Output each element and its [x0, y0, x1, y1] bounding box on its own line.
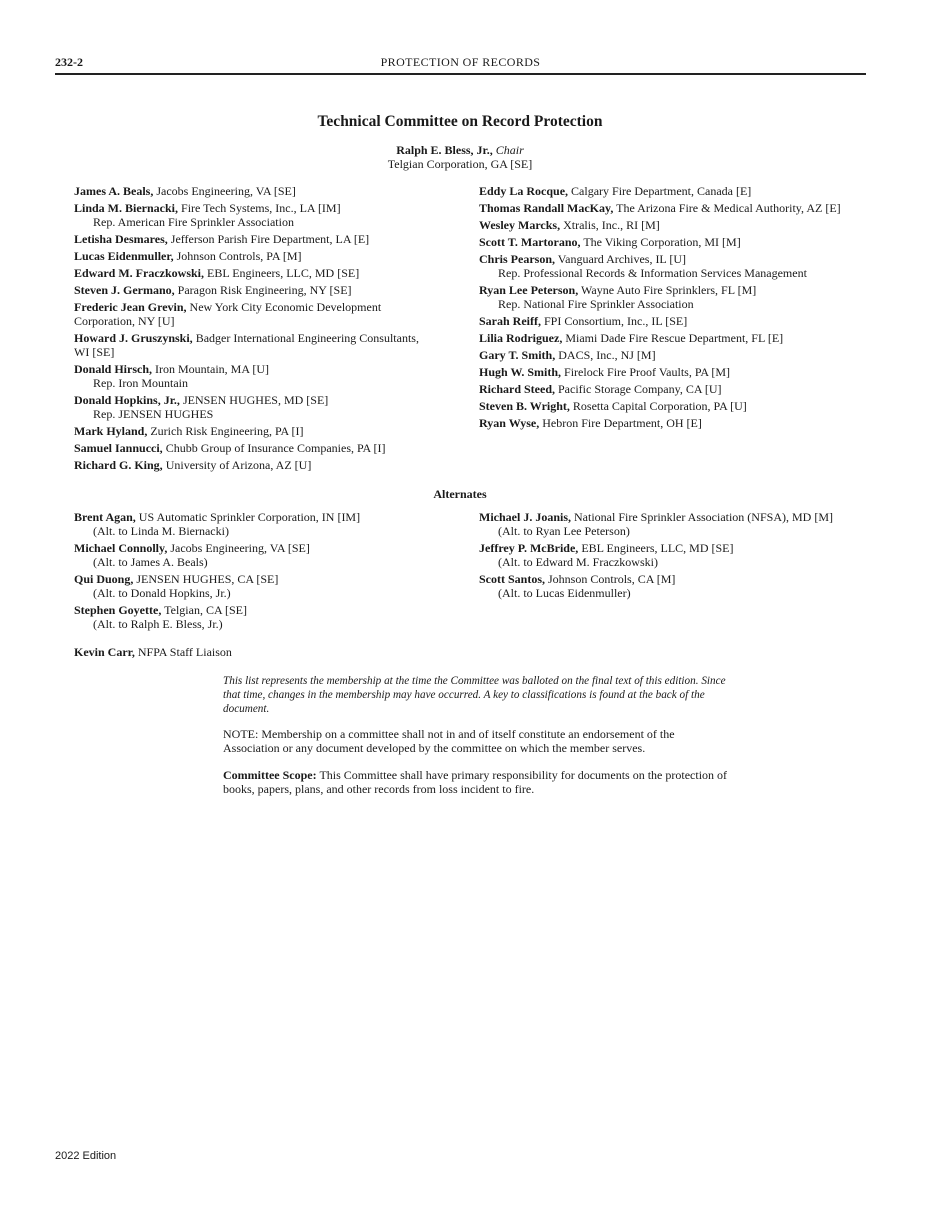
person-name: Hugh W. Smith,	[479, 365, 562, 379]
member-entry	[479, 365, 854, 379]
member-entry	[479, 331, 854, 345]
representation-note: (Alt. to Linda M. Biernacki)	[93, 524, 229, 538]
person-name: Samuel Iannucci,	[74, 441, 163, 455]
member-entry	[74, 362, 434, 390]
person-affiliation: Johnson Controls, CA [M]	[548, 572, 676, 586]
scope-text: This Committee shall have primary responsibility for documents on the protection of books, papers, plans, and other records from loss incident to fire.	[223, 768, 728, 796]
running-title: PROTECTION OF RECORDS	[380, 55, 541, 69]
member-entry	[479, 218, 854, 232]
member-entry	[479, 235, 854, 249]
person-affiliation: University of Arizona, AZ [U]	[165, 458, 312, 472]
chair-affiliation: Telgian Corporation, GA [SE]	[387, 157, 533, 171]
person-name: Scott Santos,	[479, 572, 546, 586]
person-affiliation: Pacific Storage Company, CA [U]	[558, 382, 722, 396]
representation-note: Rep. Iron Mountain	[93, 376, 188, 390]
representation-note: (Alt. to Donald Hopkins, Jr.)	[93, 586, 231, 600]
person-affiliation: JENSEN HUGHES, CA [SE]	[136, 572, 279, 586]
edition-footer: 2022 Edition	[55, 1150, 117, 1162]
person-name: Stephen Goyette,	[74, 603, 162, 617]
member-entry	[74, 184, 434, 198]
member-entry	[479, 201, 854, 215]
person-affiliation: Firelock Fire Proof Vaults, PA [M]	[564, 365, 731, 379]
person-affiliation: Zurich Risk Engineering, PA [I]	[150, 424, 304, 438]
staff-liaison	[74, 645, 232, 660]
person-name: Eddy La Rocque,	[479, 184, 569, 198]
person-name: Michael Connolly,	[74, 541, 168, 555]
person-affiliation: Jefferson Parish Fire Department, LA [E]	[170, 232, 370, 246]
member-entry	[74, 201, 434, 229]
person-name: Chris Pearson,	[479, 252, 555, 266]
alternate-entry	[74, 541, 434, 569]
page-header	[55, 55, 866, 75]
membership-disclaimer: This list represents the membership at the time the Committee was balloted on the final text of this edition. Since that time, changes in the membership may have occurred. A key to classifications is found at the back of the document.	[223, 675, 726, 715]
person-name: Frederic Jean Grevin,	[74, 300, 187, 314]
member-entry	[479, 416, 854, 430]
person-affiliation: The Viking Corporation, MI [M]	[583, 235, 741, 249]
person-affiliation: Miami Dade Fire Rescue Department, FL [E]	[565, 331, 784, 345]
person-name: Jeffrey P. McBride,	[479, 541, 579, 555]
person-name: Linda M. Biernacki,	[74, 201, 179, 215]
person-affiliation: Xtralis, Inc., RI [M]	[563, 218, 660, 232]
member-entry	[74, 283, 434, 297]
member-entry	[479, 184, 854, 198]
person-affiliation: EBL Engineers, LLC, MD [SE]	[581, 541, 734, 555]
person-name: Richard G. King,	[74, 458, 163, 472]
person-name: Lilia Rodriguez,	[479, 331, 563, 345]
person-name: Sarah Reiff,	[479, 314, 541, 328]
person-affiliation: Jacobs Engineering, VA [SE]	[156, 184, 296, 198]
person-affiliation: JENSEN HUGHES, MD [SE]	[182, 393, 329, 407]
person-affiliation: Badger International Engineering Consultants, WI [SE]	[74, 331, 419, 359]
committee-title: Technical Committee on Record Protection	[317, 113, 603, 130]
person-name: Donald Hopkins, Jr.,	[74, 393, 180, 407]
alternate-entry	[74, 603, 434, 631]
alternate-entry	[74, 510, 434, 538]
member-entry	[74, 232, 434, 246]
representation-note: (Alt. to Lucas Eidenmuller)	[498, 586, 631, 600]
person-name: Ryan Lee Peterson,	[479, 283, 579, 297]
person-affiliation: Calgary Fire Department, Canada [E]	[571, 184, 752, 198]
person-name: Edward M. Fraczkowski,	[74, 266, 204, 280]
representation-note: Rep. National Fire Sprinkler Association	[498, 297, 694, 311]
member-entry	[74, 393, 434, 421]
person-name: Ryan Wyse,	[479, 416, 540, 430]
members-right-column	[479, 184, 854, 433]
member-entry	[74, 300, 434, 328]
person-name: Lucas Eidenmuller,	[74, 249, 174, 263]
person-name: Howard J. Gruszynski,	[74, 331, 193, 345]
person-affiliation: EBL Engineers, LLC, MD [SE]	[207, 266, 360, 280]
person-name: Letisha Desmares,	[74, 232, 168, 246]
person-name: James A. Beals,	[74, 184, 154, 198]
person-affiliation: Chubb Group of Insurance Companies, PA [I]	[165, 441, 386, 455]
members-left-column	[74, 184, 434, 475]
person-affiliation: Johnson Controls, PA [M]	[176, 249, 302, 263]
member-entry	[74, 249, 434, 263]
representation-note: Rep. Professional Records & Information Services Management	[498, 266, 807, 280]
page-number: 232-2	[55, 55, 83, 69]
person-name: Thomas Randall MacKay,	[479, 201, 614, 215]
person-name: Brent Agan,	[74, 510, 136, 524]
person-affiliation: New York City Economic Development Corporation, NY [U]	[74, 300, 382, 328]
member-entry	[479, 314, 854, 328]
person-name: Richard Steed,	[479, 382, 555, 396]
person-affiliation: Iron Mountain, MA [U]	[155, 362, 270, 376]
person-name: Donald Hirsch,	[74, 362, 153, 376]
member-entry	[74, 441, 434, 455]
person-affiliation: Paragon Risk Engineering, NY [SE]	[177, 283, 352, 297]
person-name: Steven J. Germano,	[74, 283, 175, 297]
person-affiliation: Vanguard Archives, IL [U]	[557, 252, 686, 266]
member-entry	[74, 458, 434, 472]
member-entry	[479, 382, 854, 396]
person-affiliation: National Fire Sprinkler Association (NFSA), MD [M]	[574, 510, 833, 524]
alternate-entry	[479, 572, 854, 600]
person-affiliation: FPI Consortium, Inc., IL [SE]	[544, 314, 688, 328]
person-name: Mark Hyland,	[74, 424, 148, 438]
chair-name: Ralph E. Bless, Jr.,	[396, 143, 493, 157]
member-entry	[74, 424, 434, 438]
person-name: Qui Duong,	[74, 572, 134, 586]
alternate-entry	[479, 541, 854, 569]
representation-note: Rep. American Fire Sprinkler Association	[93, 215, 294, 229]
person-affiliation: Wayne Auto Fire Sprinklers, FL [M]	[581, 283, 757, 297]
representation-note: Rep. JENSEN HUGHES	[93, 407, 214, 421]
representation-note: (Alt. to Ryan Lee Peterson)	[498, 524, 630, 538]
membership-note: NOTE: Membership on a committee shall not in and of itself constitute an endorsement of the Association or any document developed by the committee on which the member serves.	[223, 727, 675, 755]
scope-label: Committee Scope:	[223, 768, 317, 782]
person-name: Scott T. Martorano,	[479, 235, 581, 249]
person-name: Michael J. Joanis,	[479, 510, 571, 524]
person-affiliation: US Automatic Sprinkler Corporation, IN [IM]	[138, 510, 361, 524]
representation-note: (Alt. to Edward M. Fraczkowski)	[498, 555, 658, 569]
member-entry	[74, 331, 434, 359]
person-affiliation: Hebron Fire Department, OH [E]	[542, 416, 702, 430]
person-affiliation: Fire Tech Systems, Inc., LA [IM]	[181, 201, 341, 215]
member-entry	[479, 399, 854, 413]
representation-note: (Alt. to James A. Beals)	[93, 555, 208, 569]
alternate-entry	[479, 510, 854, 538]
alternates-left-column	[74, 510, 434, 634]
staff-name: Kevin Carr,	[74, 645, 135, 659]
representation-note: (Alt. to Ralph E. Bless, Jr.)	[93, 617, 223, 631]
member-entry	[479, 252, 854, 280]
alternate-entry	[74, 572, 434, 600]
person-name: Gary T. Smith,	[479, 348, 556, 362]
person-affiliation: Jacobs Engineering, VA [SE]	[170, 541, 310, 555]
person-affiliation: Rosetta Capital Corporation, PA [U]	[572, 399, 747, 413]
member-entry	[479, 348, 854, 362]
committee-scope	[223, 768, 733, 796]
committee-chair	[0, 143, 920, 171]
member-entry	[479, 283, 854, 311]
alternates-heading: Alternates	[433, 487, 487, 501]
person-name: Wesley Marcks,	[479, 218, 561, 232]
alternates-right-column	[479, 510, 854, 603]
person-affiliation: The Arizona Fire & Medical Authority, AZ [E]	[616, 201, 841, 215]
staff-role: NFPA Staff Liaison	[137, 645, 232, 659]
person-affiliation: DACS, Inc., NJ [M]	[558, 348, 656, 362]
person-affiliation: Telgian, CA [SE]	[164, 603, 247, 617]
member-entry	[74, 266, 434, 280]
chair-role: Chair	[495, 143, 524, 157]
person-name: Steven B. Wright,	[479, 399, 570, 413]
